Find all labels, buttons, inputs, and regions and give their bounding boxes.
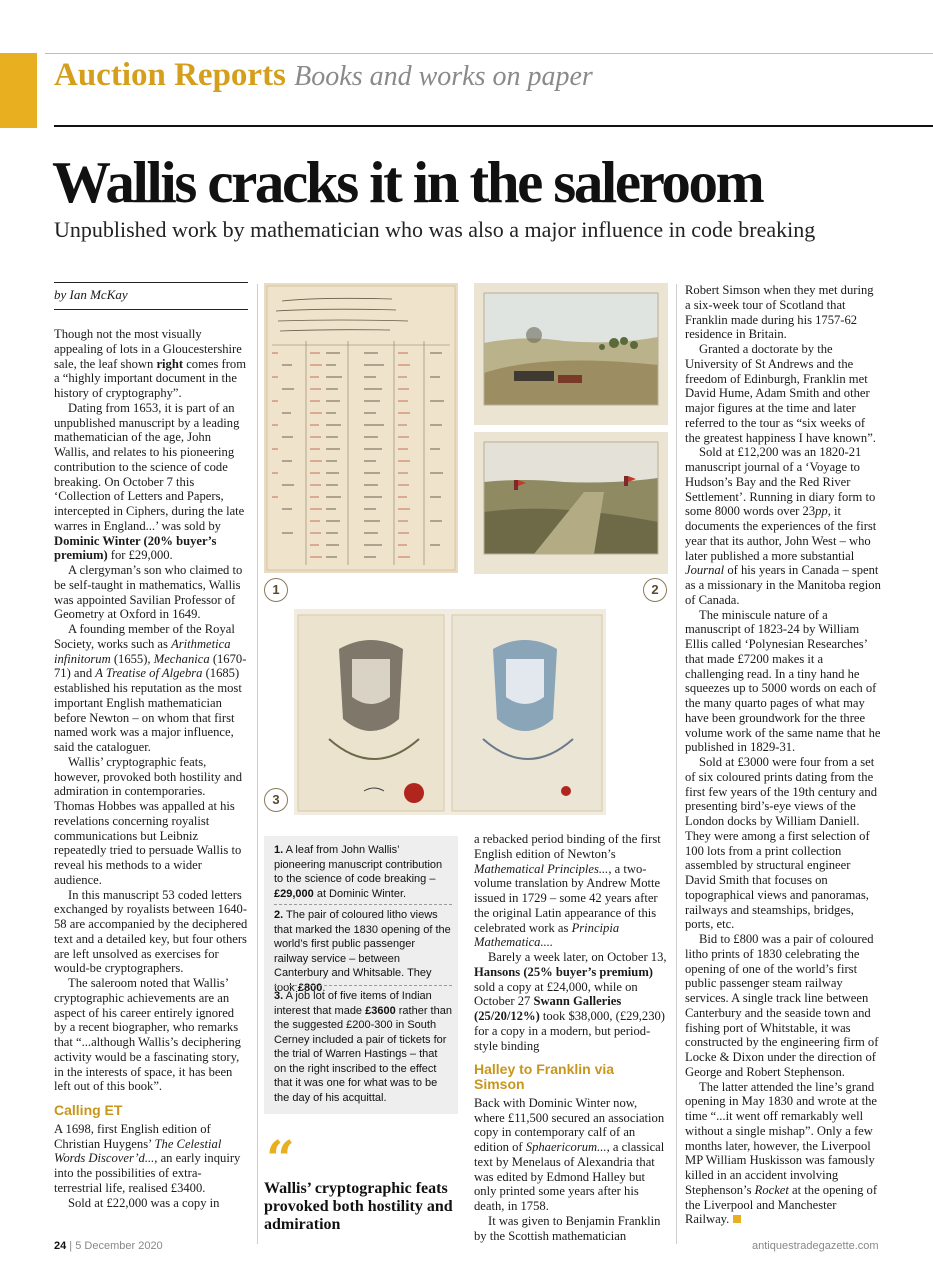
railway-litho-print-2 <box>474 432 668 574</box>
hastings-trial-tickets-photo <box>294 609 606 815</box>
paragraph: Bid to £800 was a pair of coloured litho prints of 1830 celebrating the opening of one of the world’s first public passenger steam railway services. A single track line between Canterbury and the seaside town and fishing port of Whitstable, it was constructed by the engineering firm of Locke & Dixon under the direction of George and Robert Stephenson. <box>685 932 879 1079</box>
issue-date: 5 December 2020 <box>75 1240 163 1252</box>
paragraph: A 1698, first English edition of Christian Huygens’ The Celestial Words Discover’d..., an early inquiry into the possibilities of extra-terrestrial life, realised £3400. <box>54 1121 241 1195</box>
figure-badge-2: 2 <box>643 578 667 602</box>
paragraph: Back with Dominic Winter now, where £11,500 secured an association copy in contemporary calf of an edition of Sphaericorum..., a classical text by Menelaus of Alexandria that was edited by Edmond Halley but only printed some years after his death, in 1758. <box>474 1095 665 1213</box>
standfirst: Unpublished work by mathematician who was also a major influence in code breaking <box>54 217 816 242</box>
paragraph: A clergyman’s son who claimed to be self-taught in mathematics, Wallis was appointed Savilian Professor of Geometry at Oxford in 1649. <box>54 563 243 622</box>
paragraph: Sold at £22,000 was a copy in <box>68 1195 220 1210</box>
headline: Wallis cracks it in the saleroom <box>52 149 763 215</box>
article-column-4 <box>685 283 881 1227</box>
column-divider <box>257 284 258 1244</box>
railway-litho-print-1 <box>474 283 668 425</box>
paragraph: Though not the most visually appealing of lots in a Gloucestershire sale, the leaf shown right comes from a “highly important document in the history of cryptography”. <box>54 327 247 400</box>
caption-divider <box>274 904 452 905</box>
section-header <box>54 57 593 94</box>
byline-top-rule <box>54 282 248 283</box>
byline: by Ian McKay <box>54 287 248 310</box>
article-column-1 <box>54 327 248 1210</box>
caption-1: 1. A leaf from John Wallis’ pioneering manuscript contribution to the science of code breaking – £29,000 at Dominic Winter. <box>274 844 443 900</box>
subheading-calling-et: Calling ET <box>54 1102 123 1118</box>
column-divider <box>676 284 677 1244</box>
figure-badge-3: 3 <box>264 788 288 812</box>
paragraph: The latter attended the line’s grand opening in May 1830 and wrote at the time “...it went off remarkably well without a single mishap”. Only a few months later, however, the Liverpool MP William Huskisson was famously killed in an accident involving Stephenson’s Rocket at the opening of the Liverpool and Manchester Railway. <box>685 1079 878 1227</box>
footer-website: antiquestradegazette.com <box>752 1240 879 1252</box>
cipher-manuscript-photo <box>264 283 458 573</box>
paragraph: The saleroom noted that Wallis’ cryptographic achievements are an aspect of his career entirely ignored by a recent biographer, who remarks that “...although Wallis’s deciphering activity would be a fascinating story, in the interests of space, it has been left out of this book”. <box>54 976 241 1094</box>
header-rule <box>54 125 933 127</box>
paragraph: In this manuscript 53 coded letters exchanged by royalists between 1640-58 are accompanied by the deciphered text and a detailed key, but four others are left unsolved as exercises for would-be cryptographers. <box>54 887 248 976</box>
caption-divider <box>274 985 452 986</box>
paragraph: Sold at £12,200 was an 1820-21 manuscript journal of a ‘Voyage to Hudson’s Bay and the Red River Settlement’. Running in diary form to some 8000 words over 23pp, it documents the experiences of the first year that its author, John West – who later published a more substantial Journal of his years in Canada – spent as a missionary in the Manitoba region of Canada. <box>685 445 881 607</box>
paragraph: A founding member of the Royal Society, works such as Arithmetica infinitorum (1655), Mechanica (1670-71) and A Treatise of Algebra (1685) established his reputation as the most important English mathematician before Newton – on whom that first named work was a major influence, said the cataloguer. <box>54 622 247 754</box>
paragraph: The miniscule nature of a manuscript of 1823-24 by William Ellis called ‘Polynesian Researches’ that made £7200 makes it a challenging read. In a tiny hand he squeezes up to 5000 words on each of the many quarto pages of what may have been groundwork for the three volume work of the same name that he published in 1829-31. <box>685 607 881 755</box>
article-column-3 <box>474 832 668 1243</box>
subheading-halley-franklin: Halley to Franklin via Simson <box>474 1061 615 1092</box>
page-number: 24 <box>54 1240 67 1252</box>
top-rule <box>45 53 933 54</box>
paragraph: Barely a week later, on October 13, Hansons (25% buyer’s premium) sold a copy at £24,000, while on October 27 Swann Galleries (25/20/12%) took $38,000, (£29,230) for a copy in a modern, but period-style binding <box>474 950 667 1053</box>
pull-quote: Wallis’ cryptographic feats provoked both hostility and admiration <box>264 1180 453 1233</box>
section-color-tab <box>0 53 37 128</box>
caption-3: 3. A job lot of five items of Indian interest that made £3600 rather than the suggested £200-300 in South Cerney included a pair of tickets for the trial of Warren Hastings – that on the right inscribed to the effect that it was one for what was to be the day of his acquittal. <box>274 990 452 1104</box>
paragraph: a rebacked period binding of the first English edition of Newton’s Mathematical Principles..., a two-volume translation by Andrew Motte issued in 1729 – some 42 years after the original Latin appearance of this celebrated work as Principia Mathematica.... <box>474 832 661 950</box>
section-title: Auction Reports <box>54 57 286 93</box>
paragraph: Wallis’ cryptographic feats, however, provoked both hostility and admiration in contemporaries. Thomas Hobbes was appalled at his revelations concerning royalist communications but Leibniz repeatedly tried to persuade Wallis to reveal his methods to a wider audience. <box>54 754 243 887</box>
caption-2: 2. The pair of coloured litho views that marked the 1830 opening of the world’s first public passenger railway service – between Canterbury and Whitsable. They took £800. <box>274 909 451 994</box>
paragraph: Dating from 1653, it is part of an unpublished manuscript by a leading mathematician of the age, John Wallis, and relates to his pioneering contribution to the science of code breaking. On October 7 this ‘Collection of Letters and Papers, intercepted in Ciphers, during the late warres in England...’ was sold by Dominic Winter (20% buyer’s premium) for £29,000. <box>54 400 245 563</box>
figure-badge-1: 1 <box>264 578 288 602</box>
paragraph: It was given to Benjamin Franklin by the Scottish mathematician <box>474 1213 661 1243</box>
paragraph: Sold at £3000 were four from a set of six coloured prints dating from the first few years of the 19th century and presenting bird’s-eye views of the London docks by William Daniell. They were among a first selection of 100 lots from a print collection assembled by structural engineer David Smith that focuses on topographical views and panoramas, railways and steamships, bridges, ports, etc. <box>685 755 877 932</box>
paragraph: Robert Simson when they met during a six-week tour of Scotland that Franklin made during his 1757-62 residence in Britain. <box>685 283 874 342</box>
paragraph: Granted a doctorate by the University of St Andrews and the freedom of Edinburgh, Franklin met David Hume, Adam Smith and other major figures at the time and later referred to the tour as “six weeks of the greatest happiness I have known”. <box>685 342 876 445</box>
quote-mark-icon: “ <box>266 1129 295 1188</box>
section-subtitle: Books and works on paper <box>294 61 593 92</box>
end-mark-icon <box>733 1215 741 1223</box>
footer-folio: 24 | 5 December 2020 <box>54 1240 163 1252</box>
